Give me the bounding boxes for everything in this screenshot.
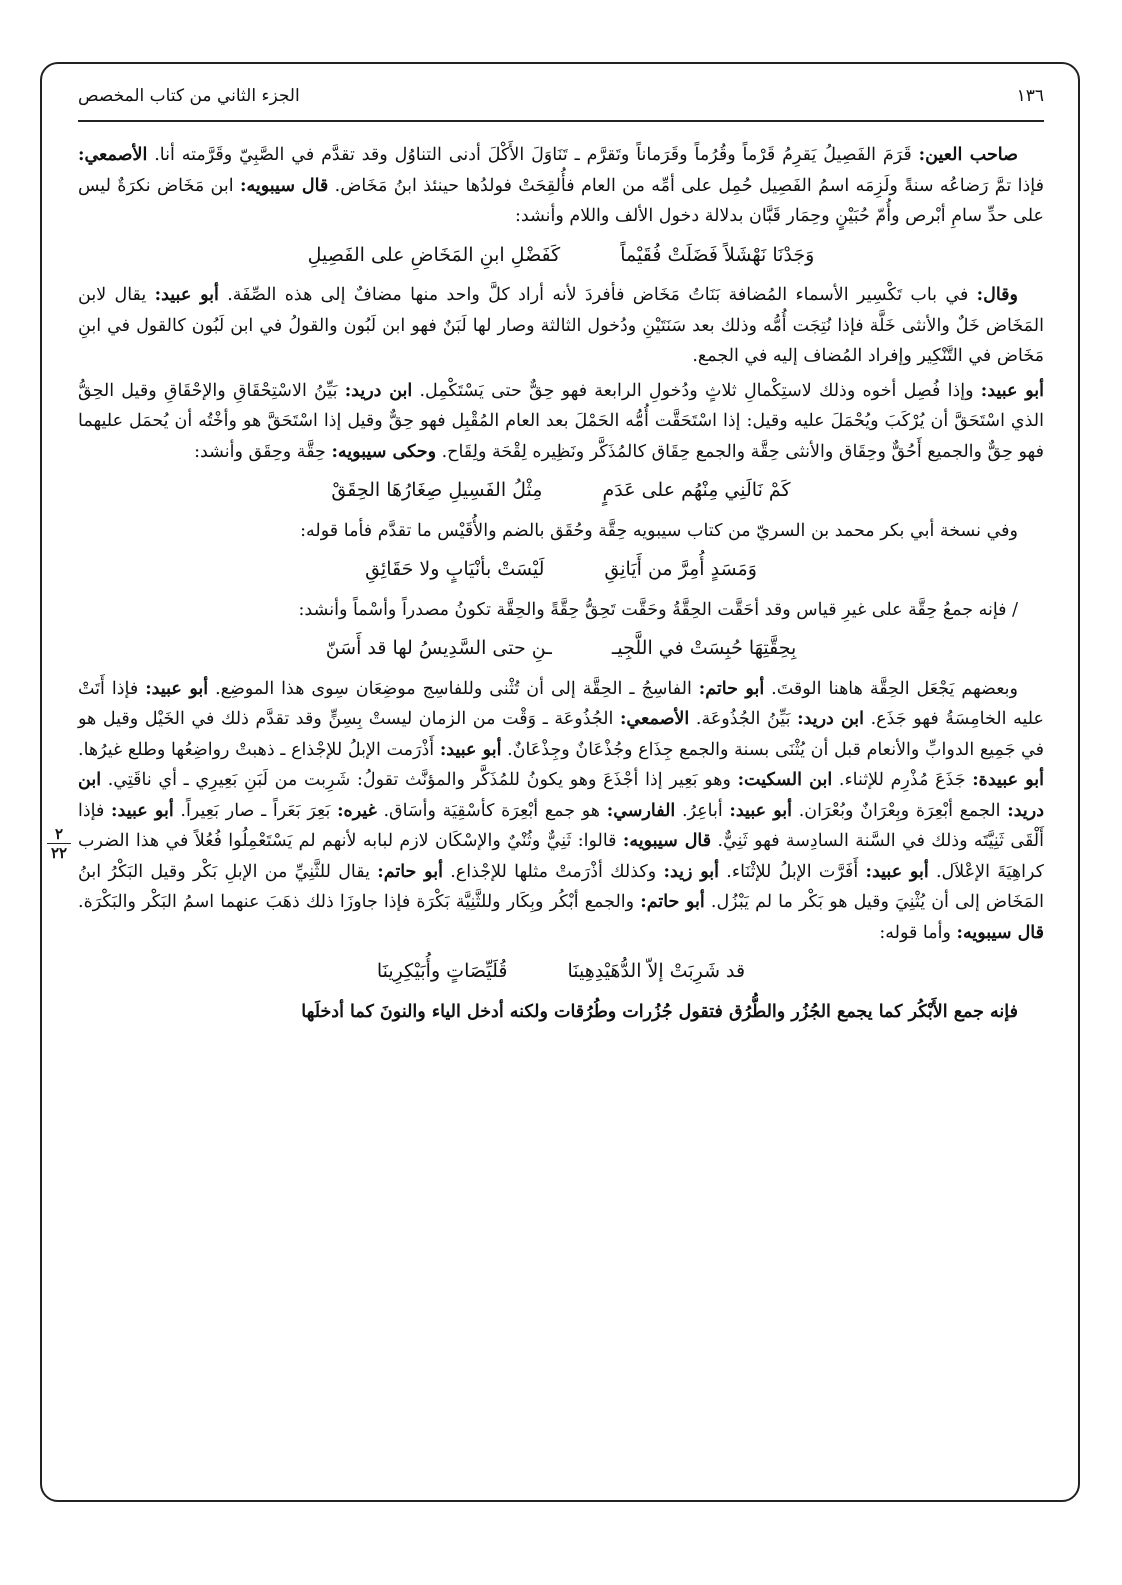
speaker: الفارسي:: [606, 800, 676, 821]
verse-2: [78, 475, 1044, 506]
verse-4: [78, 633, 1044, 664]
verse-hemistich-first: وَجَدْنَا نَهْشَلاً فَضَلَتْ فُقَيْماً: [620, 243, 815, 266]
speaker: ابن دريد:: [344, 380, 413, 401]
speaker: غيره:: [337, 800, 377, 821]
speaker: الأصمعي:: [78, 145, 148, 165]
verse-hemistich-first: قد شَرِبَتْ إلاّ الدُّهَيْدِهِينَا: [567, 960, 746, 982]
paragraph-text: أَذْرَمت الإبلُ للإجْذاع ـ ذهبتْ رواضِعُها وطلع غيرُها.: [78, 739, 440, 760]
speaker: أبو حاتم:: [377, 861, 443, 882]
speaker: قال سيبويه:: [956, 922, 1044, 943]
speaker: أبو عبيد:: [111, 800, 174, 821]
paragraph-text: بَيِّنُ الاسْتِحْقَاقِ والإحْقَاقِ وقيل الحِقُّ الذي اسْتَحَقَّ أن يُرْكَبَ ويُحْمَلَ عليه وقيل: إذا اسْتَحَقَّت أُمُّه الحَمْلَ بعد العام المُقْبِل فهو حِقٌّ وقيل إذا اسْتَحَقَّ هو وأخْتُه أن يُحمَل عليهما فهو حِقٌّ والجميع أَحُقٌّ وحِقَاق والأنثى حِقَّة والجمع حِقَاق كالمُذَكَّر ونَظِيره لِقْحَة ولِقَاح.: [78, 380, 1044, 462]
speaker: وحكى سيبويه:: [331, 441, 437, 462]
paragraph-text: وإذا فُصِل أخوه وذلك لاستِكْمالِ ثلاثٍ ودُخولِ الرابعة فهو حِقٌّ حتى يَسْتَكْمِل.: [412, 380, 981, 401]
speaker: الأصمعي:: [619, 709, 690, 729]
speaker: أبو زيد:: [663, 861, 720, 882]
paragraph-3: [78, 376, 1044, 468]
paragraph-5: [78, 595, 1044, 626]
speaker: ابن دريد:: [78, 770, 1044, 821]
page-header: [78, 76, 1044, 116]
speaker: أبو عبيد:: [865, 861, 929, 882]
paragraph-text: ابن مَخَاض نكرَةٌ ليس على حدِّ سامِ أبْرص وأُمّ حُبَيْنٍ وحِمَار قَبَّان بدلالة دخول الألف واللام وأنشد:: [78, 175, 1044, 226]
paragraph-4: [78, 516, 1044, 547]
paragraph-text: وكذلك أذْرَمتْ مثلها للإجْذاع.: [442, 861, 664, 882]
paragraph-text: وأما قوله:: [879, 922, 957, 943]
paragraph-text: أَفَرَّت الإبلُ للإثْنَاء.: [719, 861, 866, 882]
speaker: وقال:: [976, 285, 1018, 305]
paragraph-text: في باب تَكْسِير الأسماء المُضافة بَنَاتُ مَخَاض فأفردَ لأنه أراد كلَّ واحد منها مضافٌ إلى هذه الصِّفَة.: [218, 285, 977, 305]
paragraph-6: [78, 674, 1044, 949]
paragraph-text: الجمع أبْعِرَة وبِعْرَانٌ وبُعْرَان.: [792, 800, 1008, 821]
speaker: أبو عبيد:: [439, 739, 502, 760]
verse-hemistich-second: مِثْلُ الفَسِيلِ صِغَارُهَا الحِقَقْ: [331, 479, 543, 501]
verse-1: [78, 240, 1044, 271]
paragraph-text: وبعضهم يَجْعَل الحِقَّة هاهنا الوقتَ.: [764, 678, 1018, 699]
verse-3: [78, 554, 1044, 585]
paragraph-text: بَعِرَ بَعَراً ـ صار بَعِيراً.: [173, 800, 338, 821]
paragraph-text: فإنه جمع الأَبْكُر كما يجمع الجُزُر والطُّرُق فتقول جُزُرات وطُرُقات ولكنه أدخل الياء والنونَ كما أدخلَها: [301, 1001, 1018, 1022]
speaker: صاحب العين:: [918, 145, 1018, 165]
speaker: أبو عبيد:: [154, 285, 219, 305]
paragraph-text: حِقَّة وحِقَق وأنشد:: [194, 441, 332, 462]
header-rule: [78, 120, 1044, 122]
verse-hemistich-first: كَمْ نَالَنِي مِنْهُم على عَدَمٍ: [602, 479, 791, 501]
paragraph-text: الفاسِجُ ـ الحِقَّة إلى أن تُثْنى وللفاسِج موضِعَان سِوى هذا الموضِع.: [208, 678, 699, 699]
paragraph-text: جَذَعَ مُذْرِم للإثناء.: [832, 770, 973, 790]
verse-hemistich-second: لَيْسَتْ بأنْيَابٍ ولا حَقَائِقِ: [365, 558, 545, 580]
paragraph-text: / فإنه جمعُ حِقَّة على غيرِ قياس وقد أحَقَّت الحِقَّةُ وحَقَّت تَحِقُّ حِقَّةً والحِقَّة تكونُ مصدراً وأسْماً وأنشد:: [298, 599, 1018, 620]
verse-hemistich-second: قُلَيِّصَاتٍ وأُبَيْكِرِينَا: [376, 960, 508, 982]
verse-hemistich-first: بِحِقَّتِهَا حُبِسَتْ في اللَّجِيـ: [611, 637, 797, 659]
speaker: أبو حاتم:: [698, 678, 765, 699]
paragraph-1: [78, 140, 1044, 232]
speaker: أبو عبيد:: [980, 380, 1044, 401]
verse-hemistich-first: وَمَسَدٍ أُمِرَّ من أَيَانِقِ: [604, 558, 757, 580]
paragraph-text: بَيِّنُ الجُذُوعَة.: [689, 709, 798, 729]
paragraph-text: فإذا أَلْقَى ثَنِيَّتَه وذلك في السَّنة السادِسة فهو ثَنِيٌّ.: [78, 800, 1044, 851]
verse-5: [78, 956, 1044, 987]
margin-ref-bottom: ٢٢: [50, 844, 68, 862]
paragraph-text: وهو بَعِير إذا أجْذَعَ وهو يكونُ للمُذَكَّر والمؤنَّث تقولُ: شَرِبت من لَبَنِ بَعِيرِي ـ أي ناقَتِي.: [101, 770, 738, 790]
paragraph-7: [78, 997, 1044, 1028]
paragraph-text: هو جمع أبْعِرَة كأسْقِيَة وأسَاق.: [376, 800, 607, 821]
paragraph-text: أباعِرُ.: [675, 800, 730, 821]
speaker: أبو عبيد:: [729, 800, 793, 821]
paragraph-text: فإذا تمَّ رَضاعُه سنةً ولَزِمَه اسمُ الفَصِيل حُمِل على أمِّه من العام فأُلقِحَتْ فولدُها حينئذ ابنُ مَخَاض.: [328, 175, 1045, 196]
paragraph-text: الجُذُوعَة ـ وَقْت من الزمان ليستْ بِسِنٍّ وقد تقدَّم ذلك في الخَيْل وقيل هو في جَمِيع الدوابِّ والأنعام قبل أن يُثْنَى بسنة والجمع جِذَاع وجُذْعَانٌ وجِذْعَانٌ.: [78, 709, 1045, 760]
page-number: ١٣٦: [1016, 86, 1044, 106]
paragraph-text: قَرَمَ الفَصِيلُ يَقرِمُ قَرْماً وقُرُماً وقَرَماناً وتَقرَّم ـ تَنَاوَلَ الأَكْلَ أدنى التناوُل وقد تقدَّم في الصَّبِيّ وقَرَّمته أنا.: [147, 145, 919, 165]
speaker: أبو عبيد:: [145, 678, 209, 699]
paragraph-text: يقال للثَّنِيِّ من الإبلِ بَكْر وقيل البَكْرُ ابنُ المَخَاض إلى أن يُثْنِيَ وقيل هو بَكْر ما لم يَبْزُل.: [78, 861, 1045, 912]
book-title: الجزء الثاني من كتاب المخصص: [78, 86, 300, 106]
verse-hemistich-second: ـنِ حتى السَّدِيسُ لها قد أَسَنّ: [325, 637, 552, 659]
speaker: أبو عبيدة:: [972, 770, 1045, 790]
speaker: قال سيبويه:: [622, 831, 712, 851]
paragraph-text: والجمع أبْكُر وبِكَار وللثَّنِيَّة بَكْرَة فإذا جاوزَا ذلك ذهَبَ عنهما اسمُ البَكْر والبَكْرَة.: [78, 892, 641, 912]
speaker: قال سيبويه:: [240, 175, 329, 196]
paragraph-text: يقال لابن المَخَاض خَلٌ والأنثى خَلَّة فإذا نُتِجَت أُمُّه وذلك بعد سَنَتَيْنِ ودُخول الثالثة وصار لها لَبَنٌ فهو ابن لَبُون والقولُ في ابن لَبُون كالقول في ابنِ مَخَاض في التَّنْكِير وإفراد المُضاف إليه في الجمع.: [78, 285, 1044, 366]
margin-ref-top: ٢: [54, 825, 64, 843]
speaker: ابن السكيت:: [737, 770, 833, 790]
paragraph-text: وفي نسخة أبي بكر محمد بن السريّ من كتاب سيبويه حِقَّة وحُقَق بالضم والأُقَيْس ما تقدَّم فأما قوله:: [300, 520, 1018, 541]
page-body: [78, 140, 1044, 1031]
verse-hemistich-second: كَفَضْلِ ابنِ المَخَاضِ على الفَصِيلِ: [307, 243, 561, 266]
speaker: ابن دريد:: [797, 709, 865, 729]
paragraph-text: قالوا: ثَنِيٌّ وثُنْيٌ والإسْكَان لازم لبابه لأنهم لم يَسْتَعْمِلُوا فُعُلاً في هذا الضرب كراهِيَةَ الإعْلاَل.: [78, 831, 1044, 882]
speaker: أبو حاتم:: [640, 892, 705, 912]
paragraph-2: [78, 280, 1044, 372]
paragraph-text: فإذا أَتَتْ عليه الخامِسَةُ فهو جَذَع.: [78, 678, 1044, 729]
margin-page-ref: [45, 826, 73, 861]
